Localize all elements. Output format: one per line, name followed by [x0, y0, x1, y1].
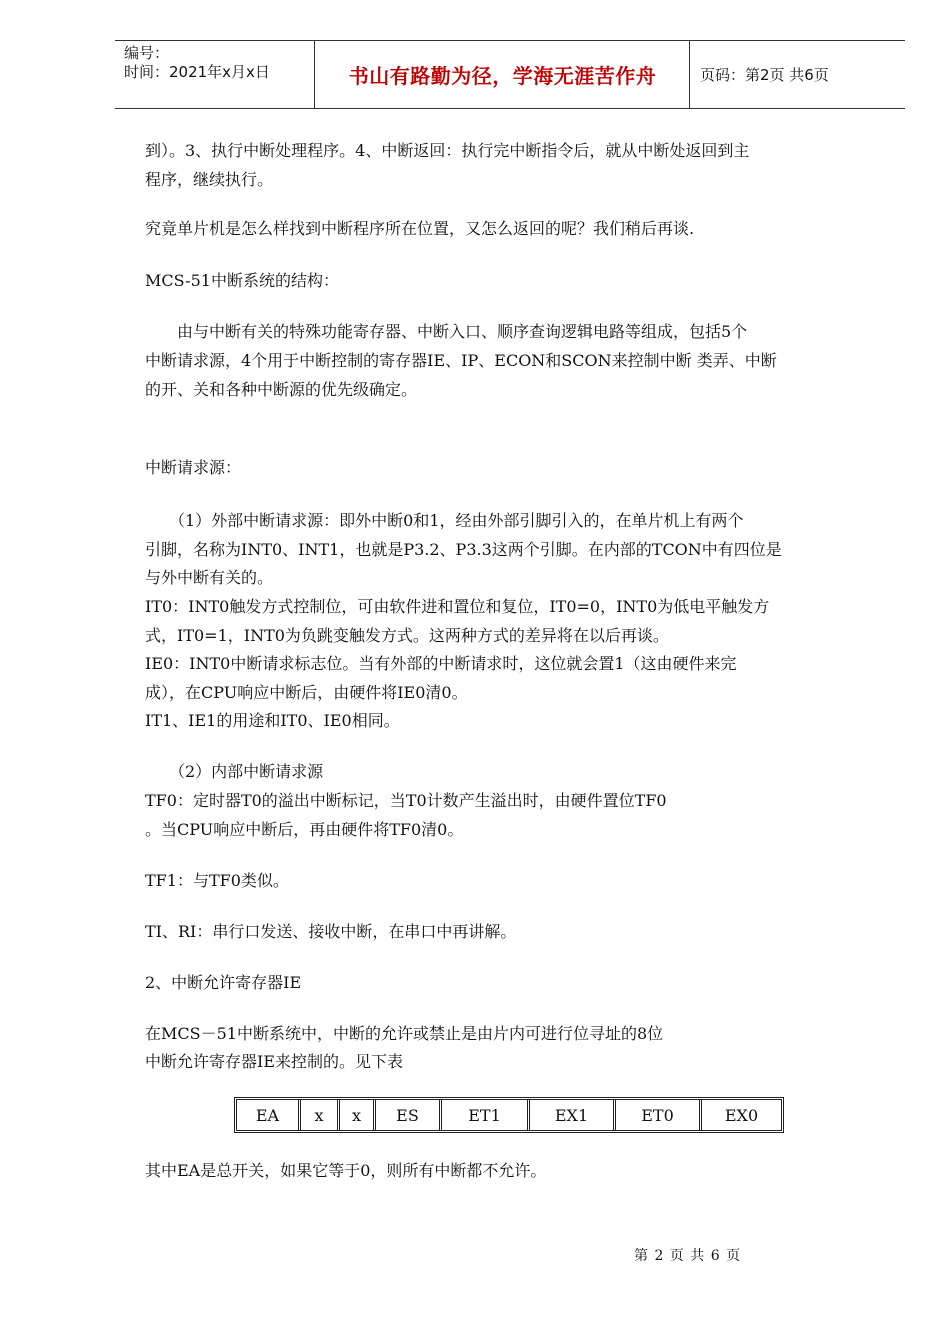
paragraph-line: 式，IT0=1，INT0为负跳变触发方式。这两种方式的差异将在以后再谈。 [145, 626, 669, 645]
paragraph-line: 中断请求源，4个用于中断控制的寄存器IE、IP、ECON和SCON来控制中断 类弄、中断 [145, 351, 777, 370]
section-heading: MCS-51中断系统的结构： [145, 271, 339, 290]
header-page-number: 页码：第2页 共6页 [700, 66, 829, 84]
paragraph: 其中EA是总开关，如果它等于0，则所有中断都不允许。 [145, 1161, 547, 1180]
document-time: 时间：2021年x月x日 [124, 63, 270, 81]
page-footer: 第 2 页 共 6 页 [634, 1248, 742, 1264]
paragraph-line: （1）外部中断请求源：即外中断0和1，经由外部引脚引入的，在单片机上有两个 [145, 511, 744, 530]
ie-bit-reserved: x [340, 1100, 376, 1130]
page-header [115, 40, 905, 109]
section-heading: 2、中断允许寄存器IE [145, 973, 302, 992]
paragraph-line: 程序，继续执行。 [145, 170, 274, 189]
ie-register-table [234, 1097, 784, 1133]
paragraph-line: IT0：INT0触发方式控制位，可由软件进和置位和复位，IT0=0，INT0为低电平触发方 [145, 597, 770, 616]
ie-bit-es: ES [376, 1100, 442, 1130]
ie-bit-ex0: EX0 [724, 1105, 759, 1125]
document-number: 编号： [124, 44, 170, 62]
ie-bit-et1: ET1 [442, 1100, 530, 1130]
paragraph-line: IE0：INT0中断请求标志位。当有外部的中断请求时，这位就会置1（这由硬件来完 [145, 654, 737, 673]
ie-bit-et0: ET0 [616, 1100, 702, 1130]
paragraph-line: IT1、IE1的用途和IT0、IE0相同。 [145, 711, 400, 730]
paragraph-line: 与外中断有关的。 [145, 568, 274, 587]
paragraph-line: 的开、关和各种中断源的优先级确定。 [145, 380, 418, 399]
paragraph: TF1：与TF0类似。 [145, 871, 289, 890]
paragraph: 究竟单片机是怎么样找到中断程序所在位置，又怎么返回的呢？我们稍后再谈. [145, 219, 695, 238]
paragraph-line: （2）内部中断请求源 [145, 762, 324, 781]
paragraph-line: TF0：定时器T0的溢出中断标记，当T0计数产生溢出时，由硬件置位TF0 [145, 791, 667, 810]
paragraph: TI、RI：串行口发送、接收中断，在串口中再讲解。 [145, 922, 517, 941]
paragraph-line: 引脚，名称为INT0、INT1，也就是P3.2、P3.3这两个引脚。在内部的TCON中有四位是 [145, 540, 782, 559]
section-heading: 中断请求源： [145, 458, 242, 477]
ie-bit-ea: EA [237, 1100, 301, 1130]
ie-bit-reserved: x [301, 1100, 340, 1130]
paragraph-line: 中断允许寄存器IE来控制的。见下表 [145, 1052, 404, 1071]
header-meta [115, 41, 315, 108]
paragraph-line: 。当CPU响应中断后，再由硬件将TF0清0。 [145, 820, 464, 839]
paragraph-line: 到）。3、执行中断处理程序。4、中断返回：执行完中断指令后，就从中断处返回到主 [145, 141, 750, 160]
paragraph-line: 由与中断有关的特殊功能寄存器、中断入口、顺序查询逻辑电路等组成，包括5个 [145, 322, 748, 341]
header-motto: 书山有路勤为径，学海无涯苦作舟 [316, 41, 690, 108]
ie-bit-ex1: EX1 [530, 1100, 616, 1130]
paragraph-line: 在MCS－51中断系统中，中断的允许或禁止是由片内可进行位寻址的8位 [145, 1024, 664, 1043]
paragraph-line: 成），在CPU响应中断后，由硬件将IE0清0。 [145, 683, 468, 702]
